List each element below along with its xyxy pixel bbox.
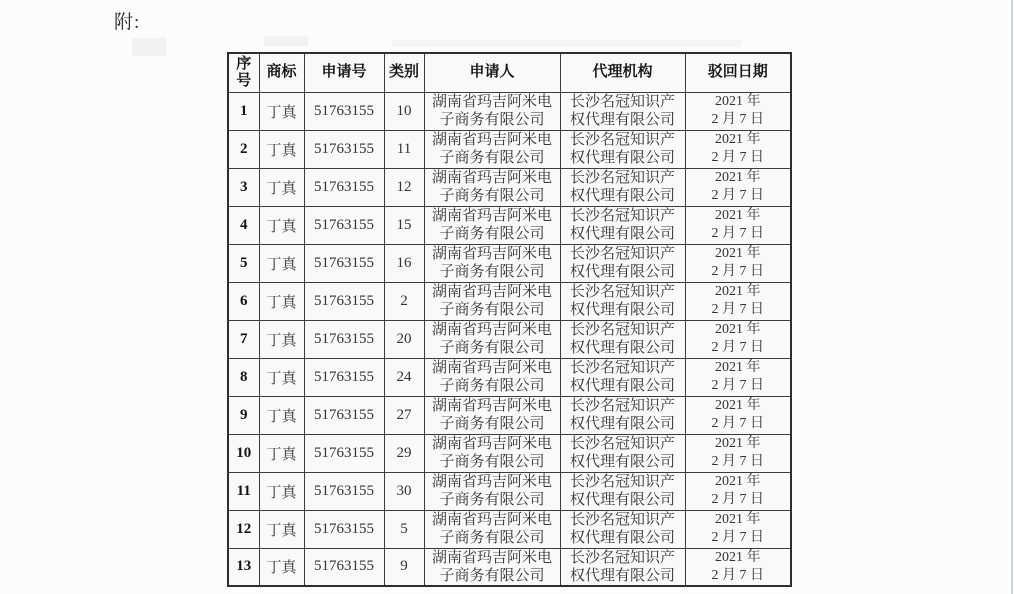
header-serial-number: 序号: [228, 53, 259, 92]
cell-text-line: 权代理有限公司: [569, 567, 675, 584]
cell-rejection-date: [685, 434, 791, 472]
cell-application-number: 51763155: [304, 472, 384, 510]
cell-text-line: 长沙名冠知识产: [569, 284, 675, 300]
cell-rejection-date: [685, 510, 791, 548]
cell-text-line: 权代理有限公司: [569, 264, 675, 280]
cell-agency: [560, 434, 685, 472]
cell-applicant: [424, 92, 560, 130]
attachment-label: 附:: [114, 12, 141, 33]
cell-class: 24: [384, 358, 424, 396]
cell-application-number: 51763155: [304, 130, 384, 168]
cell-text-line: 子商务有限公司: [439, 302, 545, 318]
cell-applicant: [424, 434, 560, 472]
cell-application-number: 51763155: [304, 396, 384, 434]
cell-text-line: 权代理有限公司: [569, 340, 675, 356]
cell-text-line: 子商务有限公司: [439, 112, 545, 128]
cell-application-number: 51763155: [304, 282, 384, 320]
cell-applicant: [424, 168, 560, 206]
cell-text-line: 子商务有限公司: [439, 416, 545, 432]
cell-agency: [560, 282, 685, 320]
cell-agency: [560, 396, 685, 434]
table-row: [228, 548, 791, 586]
cell-text-line: 长沙名冠知识产: [569, 208, 675, 224]
cell-serial-number: 11: [228, 472, 259, 510]
cell-trademark: 丁真: [259, 168, 304, 206]
cell-text-line: 子商务有限公司: [439, 454, 545, 470]
cell-trademark: 丁真: [259, 358, 304, 396]
cell-class: 10: [384, 92, 424, 130]
cell-trademark: 丁真: [259, 244, 304, 282]
cell-serial-number: 9: [228, 396, 259, 434]
cell-rejection-date: [685, 548, 791, 586]
cell-text-line: 权代理有限公司: [569, 150, 675, 166]
cell-applicant: [424, 282, 560, 320]
cell-text-line: 长沙名冠知识产: [569, 512, 675, 528]
cell-text-line: 长沙名冠知识产: [569, 436, 675, 452]
cell-agency: [560, 244, 685, 282]
cell-text-line: 子商务有限公司: [439, 340, 545, 356]
cell-serial-number: 7: [228, 320, 259, 358]
cell-text-line: 湖南省玛吉阿米电: [431, 360, 552, 376]
cell-trademark: 丁真: [259, 92, 304, 130]
cell-text-line: 长沙名冠知识产: [569, 94, 675, 110]
table-row: [228, 510, 791, 548]
table-row: [228, 396, 791, 434]
cell-text-line: 湖南省玛吉阿米电: [431, 322, 552, 338]
cell-text-line: 2021 年: [715, 94, 761, 109]
cell-trademark: 丁真: [259, 510, 304, 548]
cell-agency: [560, 472, 685, 510]
cell-text-line: 2 月 7 日: [711, 302, 764, 317]
cell-text-line: 子商务有限公司: [439, 226, 545, 242]
cell-serial-number: 5: [228, 244, 259, 282]
cell-trademark: 丁真: [259, 434, 304, 472]
cell-class: 30: [384, 472, 424, 510]
cell-class: 20: [384, 320, 424, 358]
table-row: [228, 472, 791, 510]
table-header-row: [228, 53, 791, 92]
header-application-number: 申请号: [304, 53, 384, 92]
cell-text-line: 2 月 7 日: [711, 226, 764, 241]
cell-text-line: 湖南省玛吉阿米电: [431, 94, 552, 110]
cell-applicant: [424, 206, 560, 244]
cell-rejection-date: [685, 206, 791, 244]
cell-text-line: 长沙名冠知识产: [569, 474, 675, 490]
cell-class: 15: [384, 206, 424, 244]
cell-text-line: 权代理有限公司: [569, 378, 675, 394]
cell-text-line: 长沙名冠知识产: [569, 170, 675, 186]
cell-class: 12: [384, 168, 424, 206]
cell-agency: [560, 92, 685, 130]
cell-text-line: 2 月 7 日: [711, 112, 764, 127]
cell-text-line: 湖南省玛吉阿米电: [431, 284, 552, 300]
cell-text-line: 湖南省玛吉阿米电: [431, 170, 552, 186]
cell-text-line: 子商务有限公司: [439, 492, 545, 508]
cell-application-number: 51763155: [304, 358, 384, 396]
cell-agency: [560, 510, 685, 548]
cell-agency: [560, 206, 685, 244]
cell-text-line: 湖南省玛吉阿米电: [431, 132, 552, 148]
table-row: [228, 358, 791, 396]
cell-serial-number: 1: [228, 92, 259, 130]
cell-application-number: 51763155: [304, 92, 384, 130]
cell-trademark: 丁真: [259, 472, 304, 510]
cell-text-line: 子商务有限公司: [439, 264, 545, 280]
cell-class: 11: [384, 130, 424, 168]
cell-rejection-date: [685, 472, 791, 510]
table-row: [228, 244, 791, 282]
cell-trademark: 丁真: [259, 130, 304, 168]
cell-serial-number: 2: [228, 130, 259, 168]
cell-text-line: 2021 年: [715, 512, 761, 527]
cell-text-line: 2021 年: [715, 436, 761, 451]
cell-text-line: 2021 年: [715, 170, 761, 185]
cell-text-line: 2 月 7 日: [711, 188, 764, 203]
cell-text-line: 权代理有限公司: [569, 454, 675, 470]
cell-class: 2: [384, 282, 424, 320]
cell-application-number: 51763155: [304, 244, 384, 282]
cell-serial-number: 13: [228, 548, 259, 586]
trademark-rejection-table: [227, 52, 792, 587]
header-class: 类别: [384, 53, 424, 92]
table-body: [228, 92, 791, 586]
cell-serial-number: 3: [228, 168, 259, 206]
cell-text-line: 2021 年: [715, 246, 761, 261]
cell-class: 9: [384, 548, 424, 586]
cell-trademark: 丁真: [259, 320, 304, 358]
header-applicant: 申请人: [424, 53, 560, 92]
cell-text-line: 2 月 7 日: [711, 150, 764, 165]
cell-text-line: 权代理有限公司: [569, 226, 675, 242]
cell-text-line: 权代理有限公司: [569, 416, 675, 432]
scan-smudge: [132, 38, 166, 56]
cell-text-line: 子商务有限公司: [439, 530, 545, 546]
cell-serial-number: 6: [228, 282, 259, 320]
cell-applicant: [424, 472, 560, 510]
cell-serial-number: 8: [228, 358, 259, 396]
cell-text-line: 2021 年: [715, 322, 761, 337]
table-row: [228, 282, 791, 320]
cell-rejection-date: [685, 92, 791, 130]
cell-agency: [560, 320, 685, 358]
table-row: [228, 92, 791, 130]
cell-applicant: [424, 396, 560, 434]
cell-text-line: 子商务有限公司: [439, 150, 545, 166]
cell-text-line: 权代理有限公司: [569, 188, 675, 204]
cell-text-line: 2021 年: [715, 474, 761, 489]
cell-agency: [560, 130, 685, 168]
page-edge-divider: [1011, 0, 1013, 594]
table-row: [228, 434, 791, 472]
cell-text-line: 2021 年: [715, 208, 761, 223]
cell-trademark: 丁真: [259, 282, 304, 320]
cell-text-line: 权代理有限公司: [569, 492, 675, 508]
cell-text-line: 长沙名冠知识产: [569, 360, 675, 376]
cell-text-line: 权代理有限公司: [569, 530, 675, 546]
cell-text-line: 2 月 7 日: [711, 378, 764, 393]
cell-agency: [560, 168, 685, 206]
cell-rejection-date: [685, 130, 791, 168]
cell-text-line: 权代理有限公司: [569, 302, 675, 318]
cell-class: 5: [384, 510, 424, 548]
cell-applicant: [424, 358, 560, 396]
cell-applicant: [424, 130, 560, 168]
scan-smudge: [264, 36, 308, 46]
cell-text-line: 湖南省玛吉阿米电: [431, 208, 552, 224]
cell-rejection-date: [685, 396, 791, 434]
cell-text-line: 湖南省玛吉阿米电: [431, 436, 552, 452]
cell-application-number: 51763155: [304, 548, 384, 586]
table-row: [228, 206, 791, 244]
cell-text-line: 子商务有限公司: [439, 567, 545, 584]
cell-class: 16: [384, 244, 424, 282]
cell-applicant: [424, 244, 560, 282]
table-row: [228, 168, 791, 206]
cell-serial-number: 4: [228, 206, 259, 244]
cell-text-line: 子商务有限公司: [439, 378, 545, 394]
cell-text-line: 2 月 7 日: [711, 340, 764, 355]
cell-serial-number: 12: [228, 510, 259, 548]
header-agency: 代理机构: [560, 53, 685, 92]
cell-text-line: 2021 年: [715, 398, 761, 413]
cell-text-line: 长沙名冠知识产: [569, 246, 675, 262]
cell-text-line: 长沙名冠知识产: [569, 549, 675, 566]
cell-text-line: 2 月 7 日: [711, 416, 764, 431]
cell-rejection-date: [685, 282, 791, 320]
cell-text-line: 2 月 7 日: [711, 454, 764, 469]
cell-text-line: 2021 年: [715, 360, 761, 375]
cell-agency: [560, 548, 685, 586]
cell-trademark: 丁真: [259, 396, 304, 434]
cell-application-number: 51763155: [304, 510, 384, 548]
cell-text-line: 2021 年: [715, 549, 761, 565]
cell-text-line: 湖南省玛吉阿米电: [431, 246, 552, 262]
cell-text-line: 2 月 7 日: [711, 567, 764, 583]
cell-text-line: 湖南省玛吉阿米电: [431, 398, 552, 414]
cell-applicant: [424, 548, 560, 586]
cell-serial-number: 10: [228, 434, 259, 472]
cell-rejection-date: [685, 358, 791, 396]
cell-text-line: 长沙名冠知识产: [569, 322, 675, 338]
cell-text-line: 湖南省玛吉阿米电: [431, 474, 552, 490]
cell-text-line: 2 月 7 日: [711, 264, 764, 279]
cell-trademark: 丁真: [259, 206, 304, 244]
cell-text-line: 2 月 7 日: [711, 492, 764, 507]
scan-smudge: [392, 40, 742, 47]
cell-application-number: 51763155: [304, 434, 384, 472]
header-trademark: 商标: [259, 53, 304, 92]
table-row: [228, 130, 791, 168]
cell-application-number: 51763155: [304, 168, 384, 206]
cell-text-line: 长沙名冠知识产: [569, 398, 675, 414]
cell-text-line: 湖南省玛吉阿米电: [431, 549, 552, 566]
cell-text-line: 子商务有限公司: [439, 188, 545, 204]
cell-text-line: 湖南省玛吉阿米电: [431, 512, 552, 528]
cell-rejection-date: [685, 168, 791, 206]
cell-text-line: 长沙名冠知识产: [569, 132, 675, 148]
cell-text-line: 权代理有限公司: [569, 112, 675, 128]
table-row: [228, 320, 791, 358]
cell-rejection-date: [685, 244, 791, 282]
cell-applicant: [424, 510, 560, 548]
cell-applicant: [424, 320, 560, 358]
cell-application-number: 51763155: [304, 206, 384, 244]
cell-application-number: 51763155: [304, 320, 384, 358]
cell-rejection-date: [685, 320, 791, 358]
cell-text-line: 2021 年: [715, 132, 761, 147]
cell-agency: [560, 358, 685, 396]
cell-class: 29: [384, 434, 424, 472]
header-rejection-date: 驳回日期: [685, 53, 791, 92]
cell-text-line: 2 月 7 日: [711, 530, 764, 545]
cell-text-line: 2021 年: [715, 284, 761, 299]
cell-class: 27: [384, 396, 424, 434]
cell-trademark: 丁真: [259, 548, 304, 586]
